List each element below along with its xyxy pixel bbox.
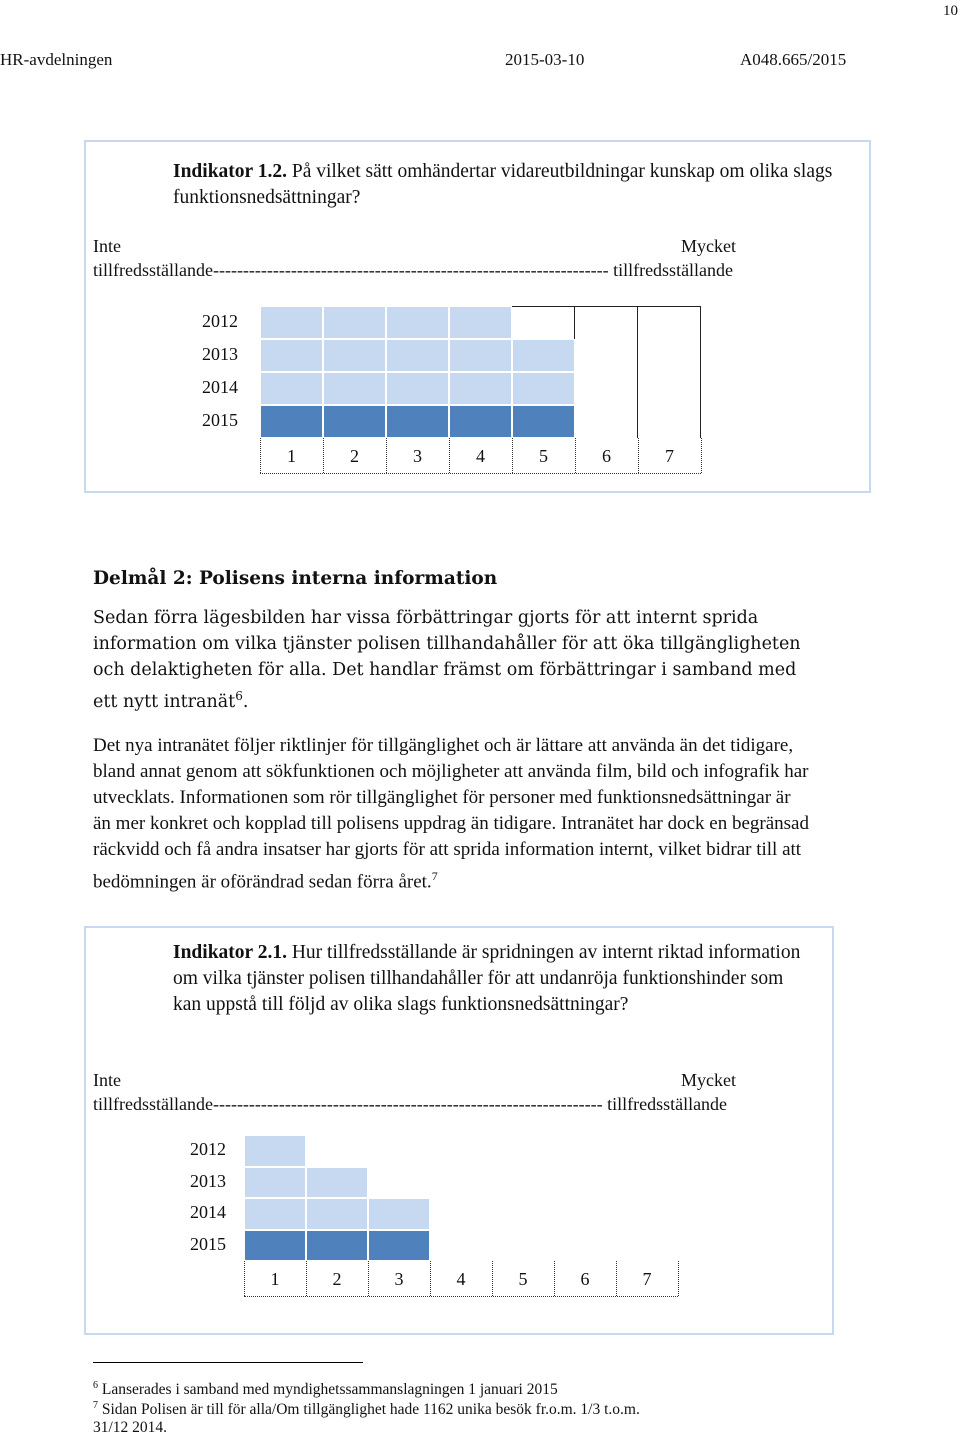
rating-cell [512, 339, 575, 372]
rating-cell [368, 1167, 430, 1199]
rating-cell [260, 372, 323, 405]
section-paragraph-2 [93, 733, 813, 895]
paragraph-1-end: . [242, 691, 249, 712]
scale-step-label: 3 [413, 446, 422, 466]
scale-step-label: 5 [539, 446, 548, 466]
year-label: 2013 [202, 344, 238, 364]
rating-cell [616, 1198, 678, 1230]
rating-cell [575, 339, 638, 372]
scale-step-label: 7 [665, 446, 674, 466]
rating-cell [386, 339, 449, 372]
indicator-2-label: Indikator 2.1. [173, 942, 287, 963]
indicator-2-question [173, 940, 813, 1018]
rating-cell [554, 1135, 616, 1167]
rating-cell [368, 1198, 430, 1230]
footnote-divider [93, 1362, 363, 1363]
rating-cell [430, 1230, 492, 1262]
scale-right-top: Mycket [681, 1070, 736, 1090]
scale-step-label: 3 [394, 1269, 404, 1289]
indicator-2-text: Hur tillfredsställande är spridningen av internt riktad information om vilka tjänster polisen tillhandahåller för att undanröja funktionshinder som kan uppstå till följd av olika slags funktionsnedsättningar? [173, 942, 801, 1015]
rating-cell [512, 372, 575, 405]
rating-cell [244, 1198, 306, 1230]
scale-step-label: 2 [332, 1269, 342, 1289]
indicator-1-scale [93, 234, 833, 282]
scale-tick-line [260, 438, 261, 473]
rating-cell [638, 372, 701, 405]
scale-step-label: 4 [456, 1269, 466, 1289]
scale-tick-line [512, 438, 513, 473]
rating-cell [260, 405, 323, 438]
page-number: 10 [943, 3, 958, 19]
indicator-1-text: På vilket sätt omhändertar vidareutbildningar kunskap om olika slags funktionsnedsättningar? [173, 161, 833, 208]
scale-step-label: 6 [580, 1269, 590, 1289]
rating-cell [449, 372, 512, 405]
rating-cell [260, 306, 323, 339]
rating-cell [638, 405, 701, 438]
year-label: 2012 [202, 311, 238, 331]
year-label: 2012 [190, 1139, 226, 1159]
rating-cell [616, 1135, 678, 1167]
rating-cell [554, 1167, 616, 1199]
scale-left-top: Inte [93, 236, 121, 256]
scale-tick-line [430, 1261, 431, 1296]
scale-bottom-line [260, 473, 701, 474]
rating-cell [575, 372, 638, 405]
footnote-ref-6: 6 [235, 689, 243, 703]
rating-cell [575, 306, 638, 339]
rating-cell [449, 339, 512, 372]
footnote-number: 6 [93, 1380, 98, 1391]
scale-step-label: 7 [642, 1269, 652, 1289]
year-label: 2014 [190, 1202, 226, 1222]
indicator-1-question [173, 159, 833, 211]
scale-left-top: Inte [93, 1070, 121, 1090]
rating-cell [306, 1135, 368, 1167]
rating-cell [492, 1167, 554, 1199]
scale-tick-line [323, 438, 324, 473]
rating-cell [323, 372, 386, 405]
rating-cell [492, 1198, 554, 1230]
footnote-7 [93, 1396, 640, 1420]
scale-step-label: 1 [287, 446, 296, 466]
rating-cell [368, 1135, 430, 1167]
rating-cell [386, 372, 449, 405]
section-paragraph-1 [93, 605, 813, 715]
section-title: Delmål 2: Polisens interna information [93, 568, 498, 589]
rating-cell [616, 1230, 678, 1262]
footnote-text: Sidan Polisen är till för alla/Om tillgänglighet hade 1162 unika besök fr.o.m. 1/3 t.o.m. [101, 1401, 640, 1419]
rating-cell [386, 405, 449, 438]
rating-cell [449, 405, 512, 438]
scale-bottom-line [244, 1296, 678, 1297]
scale-tick-line [554, 1261, 555, 1296]
rating-cell [244, 1167, 306, 1199]
rating-cell [554, 1230, 616, 1262]
rating-cell [323, 306, 386, 339]
scale-step-label: 1 [270, 1269, 280, 1289]
rating-cell [554, 1198, 616, 1230]
scale-tick-line [449, 438, 450, 473]
scale-step-label: 4 [476, 446, 485, 466]
rating-cell [512, 306, 575, 339]
rating-cell [492, 1135, 554, 1167]
rating-cell [368, 1230, 430, 1262]
scale-tick-line [575, 438, 576, 473]
year-label: 2015 [202, 410, 238, 430]
scale-tick-line [638, 438, 639, 473]
rating-cell [449, 306, 512, 339]
paragraph-2-text: Det nya intranätet följer riktlinjer för tillgänglighet och är lättare att använda än det tidigare, bland annat genom att sökfunktionen och möjligheter att använda film, bild och infografik har utvecklats. Informationen som rör tillgänglighet för personer med funktionsnedsättningar är än mer konkret och kopplad till polisens uppdrag än tidigare. Intranätet har dock en begränsad räckvidd och få andra insatser har gjorts för att sprida information internt, vilket bidrar till att bedömningen är oförändrad sedan förra året. [93, 735, 809, 893]
rating-cell [638, 306, 701, 339]
rating-cell [260, 339, 323, 372]
scale-tick-line [492, 1261, 493, 1296]
footnote-text: Lanserades i samband med myndighetssammanslagningen 1 januari 2015 [101, 1381, 558, 1399]
scale-tick-line [616, 1261, 617, 1296]
rating-cell [616, 1167, 678, 1199]
scale-tick-line [306, 1261, 307, 1296]
rating-cell [492, 1230, 554, 1262]
rating-cell [386, 306, 449, 339]
indicator-1-label: Indikator 1.2. [173, 161, 287, 182]
footnote-7-continued: 31/12 2014. [93, 1419, 168, 1436]
rating-cell [244, 1135, 306, 1167]
rating-cell [512, 405, 575, 438]
footnote-number: 7 [93, 1400, 98, 1411]
rating-cell [323, 339, 386, 372]
rating-cell [638, 339, 701, 372]
scale-tick-line [368, 1261, 369, 1296]
rating-cell [430, 1135, 492, 1167]
rating-cell [575, 405, 638, 438]
scale-tick-line [386, 438, 387, 473]
indicator-2-scale [93, 1068, 833, 1116]
rating-cell [306, 1167, 368, 1199]
paragraph-1-text: Sedan förra lägesbilden har vissa förbättringar gjorts för att internt sprida information om vilka tjänster polisen tillhandahåller för att öka tillgängligheten och delaktigheten för alla. Det handlar främst om förbättringar i samband med ett nytt intranät [93, 608, 801, 712]
scale-tick-line [678, 1261, 679, 1296]
footnote-ref-7: 7 [431, 869, 438, 883]
scale-tick-line [701, 438, 702, 473]
scale-line: tillfredsställande----------------------------------------------------------------- tillfredsställande [93, 1094, 728, 1114]
scale-right-top: Mycket [681, 236, 736, 256]
scale-tick-line [244, 1261, 245, 1296]
rating-cell [306, 1230, 368, 1262]
scale-step-label: 2 [350, 446, 359, 466]
rating-cell [323, 405, 386, 438]
year-label: 2014 [202, 377, 238, 397]
rating-cell [306, 1198, 368, 1230]
rating-cell [430, 1198, 492, 1230]
header-department: HR-avdelningen [0, 50, 113, 69]
year-label: 2015 [190, 1233, 226, 1254]
rating-cell [430, 1167, 492, 1199]
scale-step-label: 5 [518, 1269, 528, 1289]
scale-line: tillfredsställande------------------------------------------------------------------ tillfredsställande [93, 260, 734, 280]
header-reference: A048.665/2015 [740, 50, 847, 69]
rating-cell [244, 1230, 306, 1262]
year-label: 2013 [190, 1170, 226, 1191]
scale-step-label: 6 [602, 446, 611, 466]
header-date: 2015-03-10 [505, 50, 585, 69]
